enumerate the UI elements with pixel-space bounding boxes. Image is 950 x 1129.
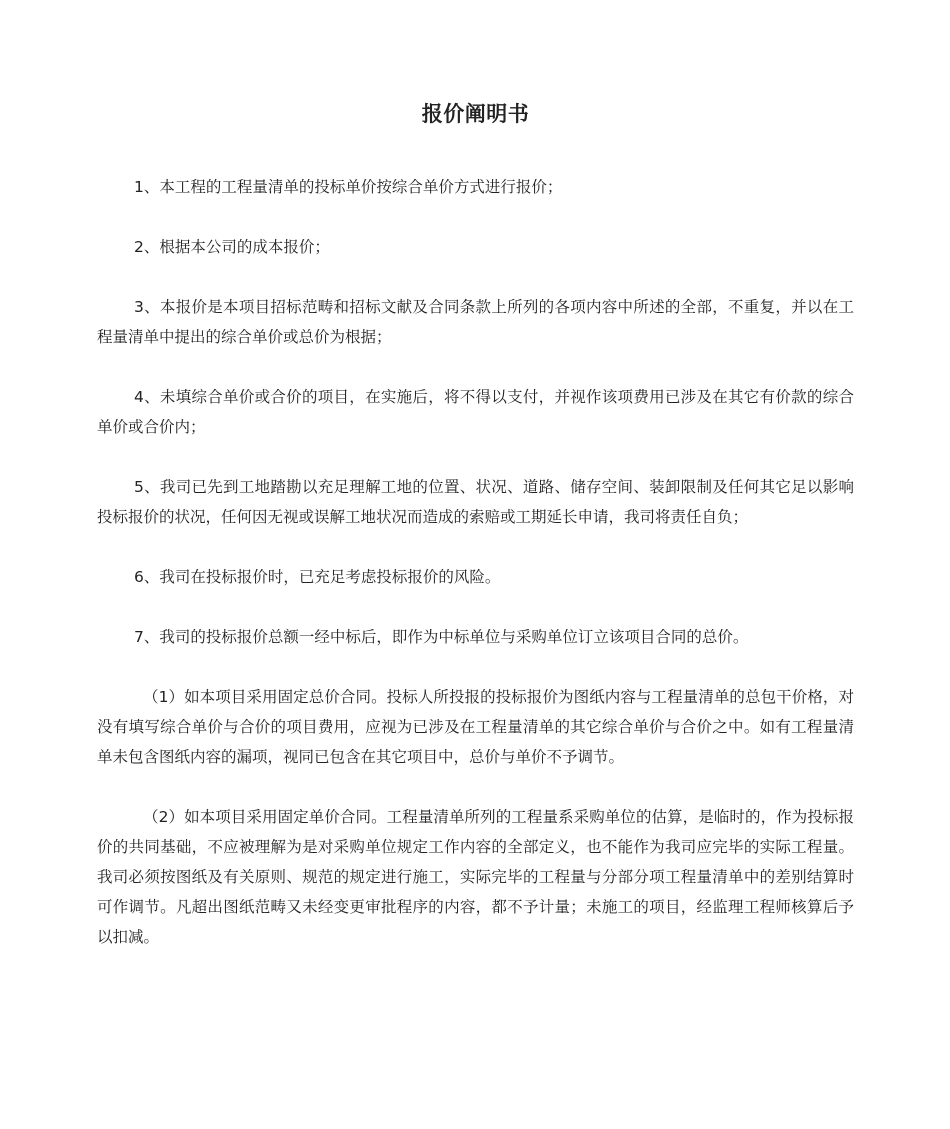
- paragraph-7: 7、我司的投标报价总额一经中标后，即作为中标单位与采购单位订立该项目合同的总价。: [134, 628, 749, 646]
- paragraph-2: 2、根据本公司的成本报价；: [134, 238, 330, 256]
- paragraph-1: 1、本工程的工程量清单的投标单价按综合单价方式进行报价；: [134, 178, 563, 196]
- paragraph-5: 5、我司已先到工地踏勘以充足理解工地的位置、状况、道路、储存空间、装卸限制及任何其它足以影响投标报价的状况，任何因无视或误解工地状况而造成的索赔或工期延长申请，我司将责任自负；: [97, 478, 854, 526]
- document-title: 报价阐明书: [421, 102, 530, 126]
- paragraph-4: 4、未填综合单价或合价的项目，在实施后，将不得以支付，并视作该项费用已涉及在其它有价款的综合单价或合价内；: [97, 388, 854, 436]
- paragraph-7-2: （2）如本项目采用固定单价合同。工程量清单所列的工程量系采购单位的估算，是临时的，作为投标报价的共同基础，不应被理解为是对采购单位规定工作内容的全部定义，也不能作为我司应完毕的实际工程量。我司必须按图纸及有关原则、规范的规定进行施工，实际完毕的工程量与分部分项工程量清单中的差别结算时可作调节。凡超出图纸范畴又未经变更审批程序的内容，都不予计量；未施工的项目，经监理工程师核算后予以扣减。: [97, 808, 854, 946]
- paragraph-7-1: （1）如本项目采用固定总价合同。投标人所投报的投标报价为图纸内容与工程量清单的总包干价格，对没有填写综合单价与合价的项目费用，应视为已涉及在工程量清单的其它综合单价与合价之中。如有工程量清单未包含图纸内容的漏项，视同已包含在其它项目中，总价与单价不予调节。: [97, 688, 854, 766]
- paragraph-6: 6、我司在投标报价时，已充足考虑投标报价的风险。: [134, 568, 501, 586]
- paragraph-3: 3、本报价是本项目招标范畴和招标文献及合同条款上所列的各项内容中所述的全部，不重复，并以在工程量清单中提出的综合单价或总价为根据；: [97, 298, 854, 346]
